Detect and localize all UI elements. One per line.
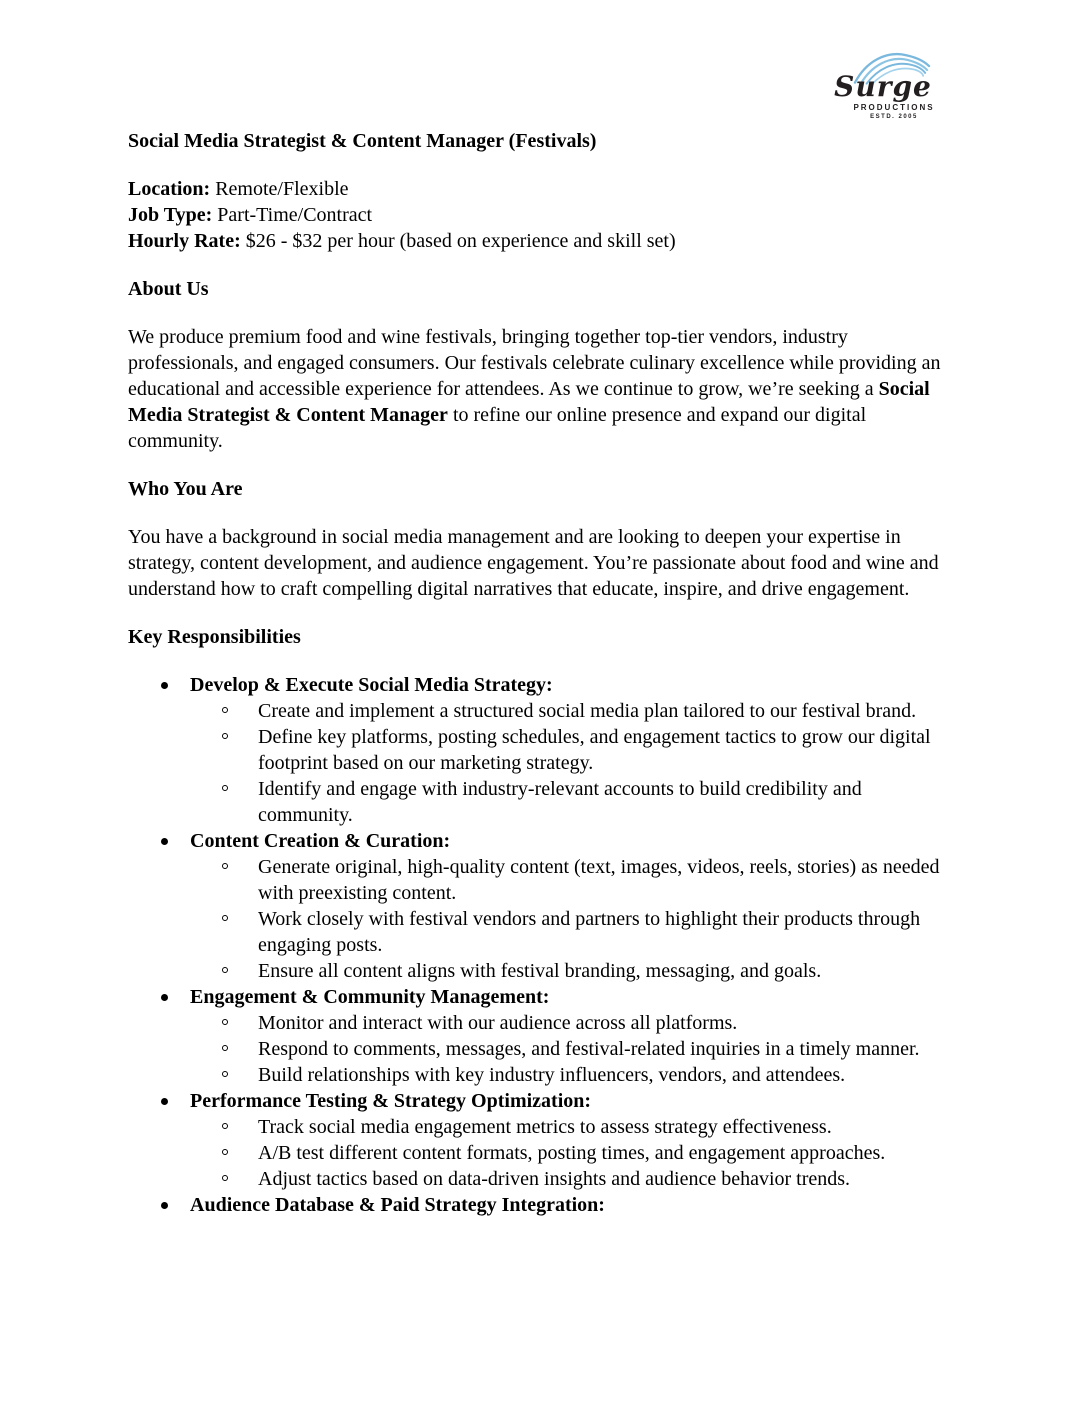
bullet-disc-icon [161, 1202, 168, 1209]
job-title: Social Media Strategist & Content Manager (Festivals) [128, 130, 597, 152]
group-label: Audience Database & Paid Strategy Integration: [190, 1194, 605, 1216]
meta-location [128, 176, 960, 202]
responsibility-group [128, 984, 960, 1088]
sub-bullet: Track social media engagement metrics to assess strategy effectiveness. [190, 1114, 960, 1140]
sub-bullet: Generate original, high-quality content (text, images, videos, reels, stories) as needed with preexisting content. [190, 854, 960, 906]
group-label: Develop & Execute Social Media Strategy: [190, 674, 553, 696]
company-logo [831, 50, 935, 121]
key-responsibilities-heading: Key Responsibilities [128, 626, 301, 648]
job-meta [128, 176, 960, 254]
bullet-disc-icon [161, 994, 168, 1001]
bullet-disc-icon [161, 838, 168, 845]
group-label: Engagement & Community Management: [190, 986, 550, 1008]
group-label: Performance Testing & Strategy Optimization: [190, 1090, 592, 1112]
responsibility-group [128, 672, 960, 828]
sub-bullet-list [190, 1114, 960, 1192]
sub-bullet: Adjust tactics based on data-driven insights and audience behavior trends. [190, 1166, 960, 1192]
bullet-disc-icon [161, 682, 168, 689]
about-us-heading: About Us [128, 278, 209, 300]
sub-bullet-list [190, 698, 960, 828]
logo-name: Surge [834, 70, 932, 103]
sub-bullet: A/B test different content formats, posting times, and engagement approaches. [190, 1140, 960, 1166]
logo-subtitle: PRODUCTIONS [853, 103, 935, 112]
meta-hourly-rate-value: $26 - $32 per hour (based on experience and skill set) [240, 230, 676, 252]
meta-job-type-value: Part-Time/Contract [212, 204, 373, 226]
sub-bullet: Define key platforms, posting schedules, and engagement tactics to grow our digital footprint based on our marketing strategy. [190, 724, 960, 776]
bullet-disc-icon [161, 1098, 168, 1105]
meta-location-label: Location: [128, 178, 211, 200]
meta-location-value: Remote/Flexible [210, 178, 349, 200]
who-you-are-paragraph: You have a background in social media management and are looking to deepen your expertise in strategy, content development, and audience engagement. You’re passionate about food and wine and understand how to craft compelling digital narratives that educate, inspire, and drive engagement. [128, 526, 939, 600]
sub-bullet: Respond to comments, messages, and festival-related inquiries in a timely manner. [190, 1036, 960, 1062]
sub-bullet: Monitor and interact with our audience across all platforms. [190, 1010, 960, 1036]
meta-hourly-rate-label: Hourly Rate: [128, 230, 241, 252]
responsibility-group [128, 1088, 960, 1192]
sub-bullet: Ensure all content aligns with festival branding, messaging, and goals. [190, 958, 960, 984]
about-text-after: to refine our online presence and expand our digital community. [128, 404, 867, 452]
meta-job-type [128, 202, 960, 228]
logo-established: ESTD. 2005 [870, 114, 918, 120]
sub-bullet: Create and implement a structured social media plan tailored to our festival brand. [190, 698, 960, 724]
responsibility-group [128, 1192, 960, 1218]
about-text-before: We produce premium food and wine festivals, bringing together top-tier vendors, industry professionals, and engaged consumers. Our festivals celebrate culinary excellence while providing an educational and accessible experience for attendees. As we continue to grow, we’re seeking a [128, 326, 941, 400]
responsibilities-list [128, 672, 960, 1218]
sub-bullet: Identify and engage with industry-relevant accounts to build credibility and community. [190, 776, 960, 828]
sub-bullet-list [190, 1010, 960, 1088]
document-content [128, 128, 960, 1218]
sub-bullet: Work closely with festival vendors and partners to highlight their products through engaging posts. [190, 906, 960, 958]
meta-hourly-rate [128, 228, 960, 254]
responsibility-group [128, 828, 960, 984]
group-label: Content Creation & Curation: [190, 830, 451, 852]
about-us-paragraph [128, 324, 960, 454]
who-you-are-heading: Who You Are [128, 478, 243, 500]
sub-bullet: Build relationships with key industry influencers, vendors, and attendees. [190, 1062, 960, 1088]
about-text-bold: Social Media Strategist & Content Manager [128, 378, 930, 426]
sub-bullet-list [190, 854, 960, 984]
meta-job-type-label: Job Type: [128, 204, 213, 226]
